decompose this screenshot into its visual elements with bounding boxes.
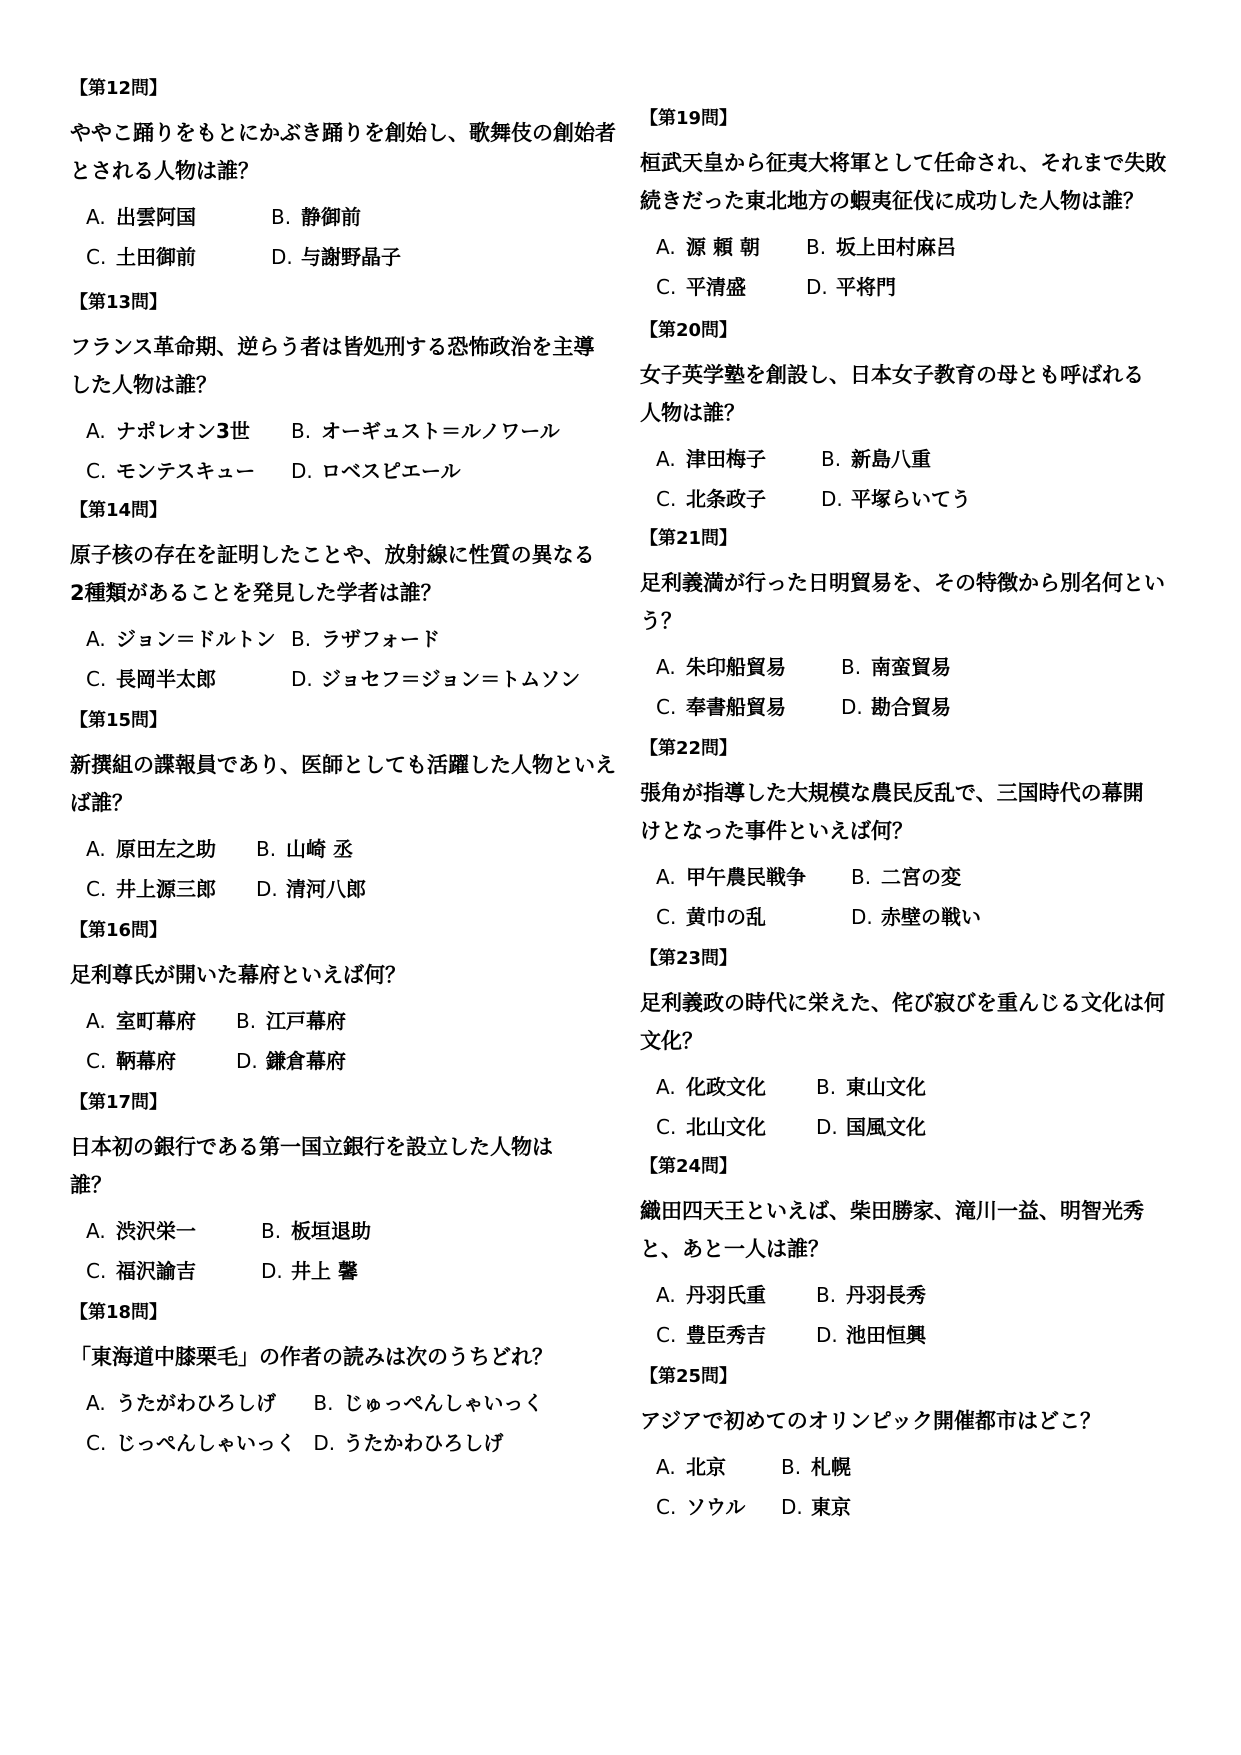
options-row [70, 1390, 610, 1416]
question-text-line: 文化？ [640, 1029, 703, 1053]
option-label: D. [236, 1049, 258, 1073]
option-label: A. [656, 655, 676, 679]
question-number: 【第23問】 [640, 948, 738, 969]
question-number: 【第15問】 [70, 710, 168, 731]
option-label: B. [236, 1009, 257, 1033]
options-row [70, 666, 610, 692]
option-text: 池田恒興 [846, 1323, 926, 1347]
question-block [70, 500, 610, 692]
answer-option [313, 1390, 610, 1416]
answer-option [806, 274, 1106, 300]
option-label: C. [86, 1431, 107, 1455]
options-row [640, 694, 1180, 720]
option-label: B. [806, 235, 827, 259]
option-label: C. [656, 275, 677, 299]
question-block [640, 738, 1180, 930]
question-text-line: ややこ踊りをもとにかぶき踊りを創始し、歌舞伎の創始者 [70, 121, 616, 145]
option-text: ジョン＝ドルトン [116, 627, 276, 651]
option-label: C. [656, 905, 677, 929]
question-text-line: 人物は誰？ [640, 401, 745, 425]
option-text: 赤壁の戦い [881, 905, 981, 929]
question-text-line: ば誰？ [70, 791, 133, 815]
answer-option [806, 234, 1106, 260]
options-row [70, 1008, 610, 1034]
question-text-line: した人物は誰？ [70, 373, 217, 397]
answer-option [271, 244, 571, 270]
question-text [70, 114, 616, 190]
option-label: B. [291, 627, 312, 651]
option-label: A. [656, 1075, 676, 1099]
answer-option [256, 836, 556, 862]
option-text: ソウル [686, 1495, 746, 1519]
question-text [70, 956, 610, 994]
option-label: B. [261, 1219, 282, 1243]
option-text: 豊臣秀吉 [686, 1323, 766, 1347]
option-text: じゅっぺんしゃいっく [343, 1391, 544, 1415]
answer-option [291, 418, 591, 444]
question-block [640, 320, 1180, 512]
options-row [640, 274, 1180, 300]
option-label: A. [86, 1009, 106, 1033]
option-text: 東山文化 [846, 1075, 926, 1099]
answer-option [841, 654, 1141, 680]
answer-option [86, 1218, 261, 1244]
question-text [70, 746, 616, 822]
answer-option [86, 458, 291, 484]
options-row [640, 234, 1180, 260]
option-label: D. [291, 459, 313, 483]
question-text-line: 誰？ [70, 1173, 112, 1197]
option-text: 平清盛 [686, 275, 746, 299]
option-label: A. [656, 1455, 676, 1479]
options-row [640, 904, 1180, 930]
answer-option [656, 234, 806, 260]
answer-option [86, 666, 291, 692]
option-label: B. [271, 205, 292, 229]
options-row [640, 864, 1180, 890]
option-text: モンテスキュー [116, 459, 256, 483]
option-label: A. [86, 1219, 106, 1243]
question-text-line: アジアで初めてのオリンピック開催都市はどこ？ [640, 1409, 1101, 1433]
option-label: D. [806, 275, 828, 299]
option-text: 坂上田村麻呂 [836, 235, 956, 259]
answer-option [313, 1430, 610, 1456]
option-label: D. [851, 905, 873, 929]
question-text-line: 女子英学塾を創設し、日本女子教育の母とも呼ばれる [640, 363, 1144, 387]
option-text: 福沢諭吉 [116, 1259, 196, 1283]
option-label: D. [291, 667, 313, 691]
option-label: B. [256, 837, 277, 861]
question-block [640, 1366, 1180, 1520]
option-label: C. [86, 245, 107, 269]
question-text [70, 328, 610, 404]
option-text: 南蛮貿易 [871, 655, 951, 679]
option-label: A. [656, 447, 676, 471]
option-label: D. [781, 1495, 803, 1519]
option-label: A. [86, 419, 106, 443]
question-text-line: 足利義満が行った日明貿易を、その特徴から別名何とい [640, 571, 1165, 595]
answer-option [86, 1430, 313, 1456]
option-label: C. [656, 487, 677, 511]
option-label: C. [86, 877, 107, 901]
option-text: 江戸幕府 [266, 1009, 346, 1033]
option-text: 奉書船貿易 [686, 695, 786, 719]
question-text-line: 続きだった東北地方の蝦夷征伐に成功した人物は誰？ [640, 189, 1144, 213]
question-block [640, 948, 1180, 1140]
option-text: 平将門 [836, 275, 896, 299]
option-text: 二宮の変 [881, 865, 961, 889]
answer-option [291, 666, 591, 692]
option-text: 長岡半太郎 [116, 667, 216, 691]
question-number: 【第18問】 [70, 1302, 168, 1323]
options-row [70, 458, 610, 484]
option-label: B. [851, 865, 872, 889]
question-text-line: 桓武天皇から征夷大将軍として任命され、それまで失敗 [640, 151, 1167, 175]
question-text [70, 1128, 610, 1204]
answer-option [781, 1454, 1081, 1480]
option-label: C. [86, 1259, 107, 1283]
question-text [640, 144, 1180, 220]
question-number: 【第24問】 [640, 1156, 738, 1177]
option-text: 朱印船貿易 [686, 655, 786, 679]
answer-option [291, 626, 591, 652]
answer-option [821, 446, 1121, 472]
option-text: 室町幕府 [116, 1009, 196, 1033]
question-number: 【第19問】 [640, 108, 738, 129]
option-label: C. [656, 1495, 677, 1519]
option-label: B. [313, 1391, 334, 1415]
options-row [640, 1282, 1180, 1308]
option-label: B. [816, 1283, 837, 1307]
options-row [70, 876, 610, 902]
question-text [70, 536, 610, 612]
answer-option [781, 1494, 1081, 1520]
option-text: 与謝野晶子 [301, 245, 401, 269]
question-text [640, 1192, 1180, 1268]
answer-option [816, 1114, 1116, 1140]
option-label: A. [86, 837, 106, 861]
answer-option [656, 864, 851, 890]
answer-option [291, 458, 591, 484]
answer-option [236, 1008, 536, 1034]
option-text: 化政文化 [686, 1075, 766, 1099]
answer-option [816, 1074, 1116, 1100]
answer-option [816, 1322, 1116, 1348]
question-text-line: けとなった事件といえば何？ [640, 819, 913, 843]
answer-option [86, 626, 291, 652]
answer-option [656, 654, 841, 680]
option-text: 鞆幕府 [116, 1049, 176, 1073]
option-text: じっぺんしゃいっく [116, 1431, 296, 1455]
option-text: うたかわひろしげ [343, 1431, 504, 1455]
question-number: 【第14問】 [70, 500, 168, 521]
question-number: 【第16問】 [70, 920, 168, 941]
option-text: 甲午農民戦争 [686, 865, 806, 889]
answer-option [656, 1454, 781, 1480]
options-row [640, 1454, 1180, 1480]
question-block [640, 528, 1180, 720]
option-text: ジョセフ＝ジョン＝トムソン [321, 667, 581, 691]
option-label: B. [841, 655, 862, 679]
question-text-line: 足利尊氏が開いた幕府といえば何？ [70, 963, 406, 987]
question-text [70, 1338, 610, 1376]
question-number: 【第22問】 [640, 738, 738, 759]
question-text-line: う？ [640, 609, 682, 633]
option-text: 勘合貿易 [871, 695, 951, 719]
option-text: 静御前 [301, 205, 361, 229]
question-number: 【第13問】 [70, 292, 168, 313]
option-text: 源 頼 朝 [686, 235, 760, 259]
answer-option [656, 1282, 816, 1308]
option-label: B. [781, 1455, 802, 1479]
option-text: ナポレオン3世 [116, 419, 250, 443]
answer-option [656, 694, 841, 720]
answer-option [86, 1390, 313, 1416]
options-row [70, 836, 610, 862]
question-block [70, 710, 616, 902]
option-text: 黄巾の乱 [686, 905, 766, 929]
option-text: 北京 [686, 1455, 726, 1479]
option-text: 札幌 [811, 1455, 851, 1479]
option-label: A. [86, 205, 106, 229]
option-text: ロベスピエール [321, 459, 461, 483]
option-text: 丹羽長秀 [846, 1283, 926, 1307]
option-label: D. [313, 1431, 336, 1455]
answer-option [656, 904, 851, 930]
question-text [640, 774, 1180, 850]
answer-option [261, 1218, 561, 1244]
option-text: 井上源三郎 [116, 877, 216, 901]
option-label: B. [821, 447, 842, 471]
answer-option [656, 446, 821, 472]
question-block [70, 920, 610, 1074]
option-label: D. [841, 695, 863, 719]
answer-option [86, 876, 256, 902]
answer-option [656, 274, 806, 300]
options-row [70, 1258, 610, 1284]
answer-option [236, 1048, 536, 1074]
option-text: 土田御前 [116, 245, 196, 269]
option-label: C. [86, 1049, 107, 1073]
option-text: 山崎 丞 [286, 837, 353, 861]
question-block [70, 292, 610, 484]
question-text [640, 356, 1180, 432]
option-label: C. [86, 459, 107, 483]
option-text: オーギュスト＝ルノワール [321, 419, 560, 443]
option-label: D. [816, 1115, 838, 1139]
answer-option [86, 836, 256, 862]
option-text: 東京 [811, 1495, 851, 1519]
options-row [70, 1048, 610, 1074]
option-text: 鎌倉幕府 [266, 1049, 346, 1073]
options-row [70, 244, 610, 270]
option-text: 清河八郎 [286, 877, 366, 901]
answer-option [261, 1258, 561, 1284]
option-text: ラザフォード [321, 627, 440, 651]
options-row [70, 626, 610, 652]
answer-option [851, 864, 1151, 890]
option-text: 板垣退助 [291, 1219, 371, 1243]
option-label: C. [86, 667, 107, 691]
option-text: 新島八重 [851, 447, 931, 471]
options-row [70, 204, 610, 230]
option-label: B. [816, 1075, 837, 1099]
question-number: 【第21問】 [640, 528, 738, 549]
question-block [640, 108, 1180, 300]
question-text-line: と、あと一人は誰？ [640, 1237, 829, 1261]
options-row [640, 1074, 1180, 1100]
options-row [640, 1322, 1180, 1348]
option-text: 平塚らいてう [851, 487, 971, 511]
option-text: 出雲阿国 [116, 205, 196, 229]
option-label: A. [86, 1391, 106, 1415]
answer-option [656, 1114, 816, 1140]
option-label: D. [261, 1259, 283, 1283]
option-label: D. [271, 245, 293, 269]
answer-option [656, 1494, 781, 1520]
question-text-line: 張角が指導した大規模な農民反乱で、三国時代の幕開 [640, 781, 1144, 805]
options-row [70, 1218, 610, 1244]
options-row [70, 418, 610, 444]
answer-option [256, 876, 556, 902]
answer-option [86, 1258, 261, 1284]
question-text-line: 原子核の存在を証明したことや、放射線に性質の異なる [70, 543, 595, 567]
question-text-line: 織田四天王といえば、柴田勝家、滝川一益、明智光秀 [640, 1199, 1144, 1223]
question-text-line: 2種類があることを発見した学者は誰？ [70, 581, 442, 605]
question-text [640, 984, 1180, 1060]
answer-option [86, 1008, 236, 1034]
option-label: D. [256, 877, 278, 901]
answer-option [656, 486, 821, 512]
question-block [640, 1156, 1180, 1348]
option-label: C. [656, 695, 677, 719]
question-block [70, 1092, 610, 1284]
options-row [640, 486, 1180, 512]
question-text-line: 日本初の銀行である第一国立銀行を設立した人物は [70, 1135, 553, 1159]
option-text: 渋沢栄一 [116, 1219, 196, 1243]
option-label: C. [656, 1323, 677, 1347]
options-row [70, 1430, 610, 1456]
option-text: 井上 馨 [291, 1259, 358, 1283]
option-label: B. [291, 419, 312, 443]
answer-option [86, 1048, 236, 1074]
question-number: 【第25問】 [640, 1366, 738, 1387]
option-label: A. [656, 1283, 676, 1307]
question-text [640, 1402, 1180, 1440]
option-text: 津田梅子 [686, 447, 766, 471]
question-number: 【第20問】 [640, 320, 738, 341]
question-text-line: 新撰組の諜報員であり、医師としても活躍した人物といえ [70, 753, 616, 777]
option-text: うたがわひろしげ [116, 1391, 276, 1415]
answer-option [851, 904, 1151, 930]
question-text-line: とされる人物は誰？ [70, 159, 259, 183]
option-text: 北山文化 [686, 1115, 766, 1139]
question-text [640, 564, 1180, 640]
options-row [640, 1494, 1180, 1520]
answer-option [86, 204, 271, 230]
answer-option [841, 694, 1141, 720]
answer-option [656, 1322, 816, 1348]
question-number: 【第12問】 [70, 78, 168, 99]
answer-option [656, 1074, 816, 1100]
question-text-line: 「東海道中膝栗毛」の作者の読みは次のうちどれ？ [70, 1345, 553, 1369]
option-text: 国風文化 [846, 1115, 926, 1139]
question-block [70, 1302, 610, 1456]
options-row [640, 446, 1180, 472]
answer-option [271, 204, 571, 230]
answer-option [86, 418, 291, 444]
answer-option [821, 486, 1121, 512]
option-label: D. [821, 487, 843, 511]
option-text: 北条政子 [686, 487, 766, 511]
option-label: A. [656, 865, 676, 889]
options-row [640, 1114, 1180, 1140]
option-label: A. [656, 235, 676, 259]
question-block [70, 78, 616, 270]
answer-option [816, 1282, 1116, 1308]
option-text: 原田左之助 [116, 837, 216, 861]
question-text-line: 足利義政の時代に栄えた、侘び寂びを重んじる文化は何 [640, 991, 1165, 1015]
option-label: D. [816, 1323, 838, 1347]
option-label: A. [86, 627, 106, 651]
option-text: 丹羽氏重 [686, 1283, 766, 1307]
option-label: C. [656, 1115, 677, 1139]
question-text-line: フランス革命期、逆らう者は皆処刑する恐怖政治を主導 [70, 335, 595, 359]
answer-option [86, 244, 271, 270]
question-number: 【第17問】 [70, 1092, 168, 1113]
options-row [640, 654, 1180, 680]
